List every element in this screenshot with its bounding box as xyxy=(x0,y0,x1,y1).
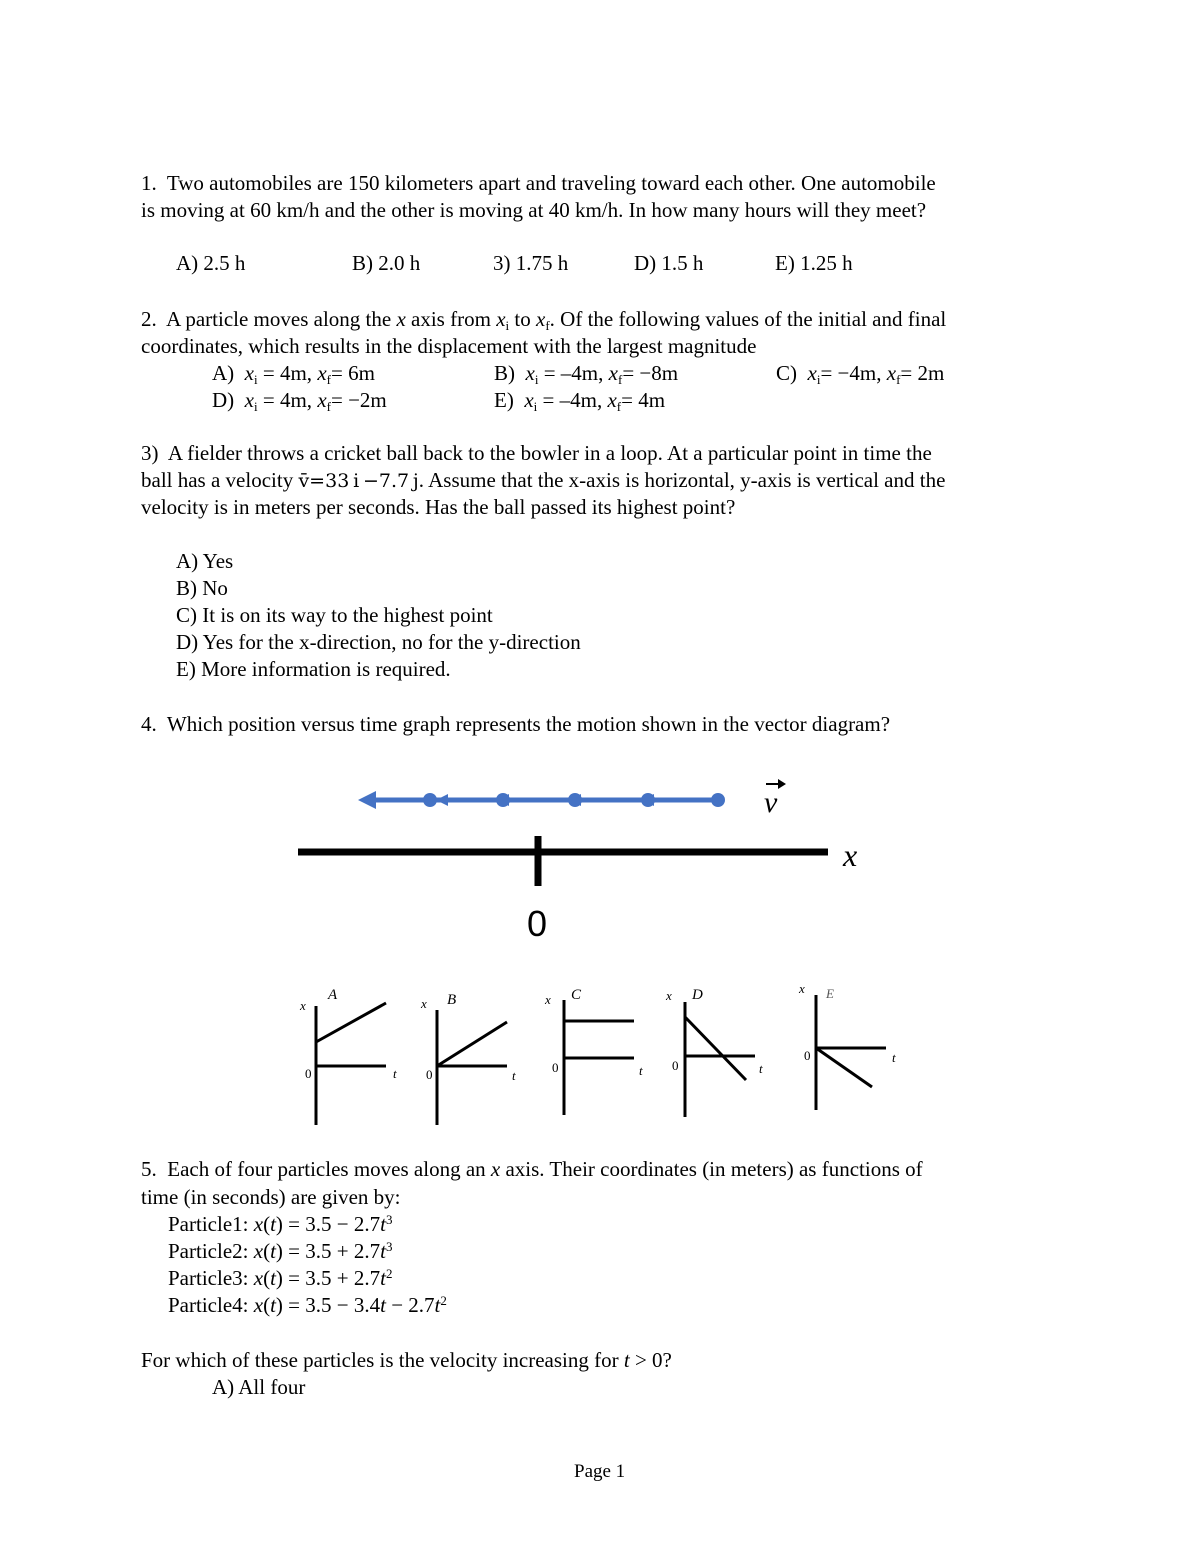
q5-number: 5. xyxy=(141,1157,157,1181)
q5-question-b: > 0? xyxy=(634,1348,672,1372)
motion-dot xyxy=(423,793,437,807)
q4-text: Which position versus time graph represents the motion shown in the vector diagram? xyxy=(166,712,891,736)
graph-b-t-label: t xyxy=(512,1068,516,1083)
q2-text-a: A particle moves along the xyxy=(166,307,392,331)
q4-number: 4. xyxy=(141,712,157,736)
graph-d-t-label: t xyxy=(759,1061,763,1076)
graph-a xyxy=(299,987,397,1125)
q2-option-xi: = 4m, xyxy=(262,361,313,385)
graph-d xyxy=(665,987,763,1117)
particle-1: Particle1: $x(t) = 3.5 - 2.7t^3$ xyxy=(168,1212,393,1236)
q2-option-b: B) $x_i = -4m$, $x_f= -8m$ xyxy=(494,361,679,387)
q2-option-c: C) $x_i= -4m$, $x_f= 2m$ xyxy=(776,361,945,387)
q2-option-label: E) xyxy=(494,388,514,412)
q3-option-e: E) More information is required. xyxy=(176,657,451,681)
q3-velocity: v̄=33 i −7.7 j xyxy=(298,470,419,492)
q1-option-a: A) 2.5 h xyxy=(176,251,246,275)
q2-option-label: D) xyxy=(212,388,235,412)
q2-option-xf: = 2m xyxy=(900,361,945,385)
origin-label: 0 xyxy=(527,903,548,944)
q3-option-a: A) Yes xyxy=(176,549,234,573)
q2-option-xf: = −2m xyxy=(330,388,387,412)
particle-pow: 3 xyxy=(385,1239,393,1254)
particle-eq-b: − 2.7 xyxy=(385,1293,435,1317)
x-axis-label: x xyxy=(843,837,858,873)
q3-number: 3) xyxy=(141,441,159,465)
particle-eq: = 3.5 + 2.7 xyxy=(288,1239,381,1263)
page-number: Page 1 xyxy=(574,1461,626,1482)
graph-a-t-label: t xyxy=(393,1066,397,1081)
q2-x-var: x xyxy=(396,307,406,331)
q2-option-label: A) xyxy=(212,361,235,385)
q3-option-d: D) Yes for the x-direction, no for the y-direction xyxy=(176,630,581,654)
graph-a-x-label: x xyxy=(300,998,306,1013)
graph-d-origin-label: 0 xyxy=(672,1058,679,1073)
particle-pow: 3 xyxy=(385,1212,393,1227)
graph-b-origin-label: 0 xyxy=(426,1067,433,1082)
particle-pow: 2 xyxy=(385,1266,393,1281)
velocity-arrowhead-icon xyxy=(358,791,376,809)
q5-t-var: t xyxy=(623,1348,630,1372)
graph-a-plot-line xyxy=(316,1003,386,1042)
graph-d-x-label: x xyxy=(666,988,672,1003)
graph-c-origin-label: 0 xyxy=(552,1060,559,1075)
q5-question xyxy=(141,1347,672,1374)
q2-text-line2: coordinates, which results in the displacement with the largest magnitude xyxy=(141,334,757,358)
particle-name: Particle4 xyxy=(168,1293,243,1317)
graph-c-label: C xyxy=(571,987,582,1003)
q3-text-line1: A fielder throws a cricket ball back to the bowler in a loop. At a particular point in time the xyxy=(167,441,932,465)
q2-option-label: B) xyxy=(494,361,515,385)
q2-option-xi: = –4m, xyxy=(543,361,604,385)
q3-option-b: B) No xyxy=(176,576,228,600)
q1-text-line1: Two automobiles are 150 kilometers apart and traveling toward each other. One automobile xyxy=(166,171,936,195)
q2-option-xi: = –4m, xyxy=(542,388,603,412)
q5-text-a: Each of four particles moves along an xyxy=(167,1157,486,1181)
q2-option-xi: = 4m, xyxy=(262,388,313,412)
q2-to: to xyxy=(514,307,531,331)
q2-option-xf: = 6m xyxy=(330,361,375,385)
particle-3: Particle3: $x(t) = 3.5 + 2.7t^2$ xyxy=(168,1266,393,1290)
graph-e-label: E xyxy=(826,986,834,1001)
particle-4: Particle4: $x(t) = 3.5 - 3.4t - 2.7t^2$ xyxy=(168,1293,447,1317)
q2-option-xi: = −4m, xyxy=(820,361,882,385)
graph-b-label: B xyxy=(447,992,457,1008)
q5-question-a: For which of these particles is the velocity increasing for xyxy=(141,1348,619,1372)
graph-c-x-label: x xyxy=(545,992,551,1007)
graph-e-origin-label: 0 xyxy=(804,1048,811,1063)
q5-x-var: x xyxy=(490,1157,501,1181)
q2-option-xf: = −8m xyxy=(622,361,679,385)
particle-2: Particle2: $x(t) = 3.5 + 2.7t^3$ xyxy=(168,1239,393,1263)
graph-a-label: A xyxy=(328,987,338,1003)
q1-option-d: D) 1.5 h xyxy=(634,251,704,275)
q5-text-b: axis. Their coordinates (in meters) as functions of xyxy=(505,1157,923,1181)
particle-eq: = 3.5 − 3.4 xyxy=(288,1293,381,1317)
q2-option-d: D) $x_i = 4m$, $x_f= -2m$ xyxy=(212,388,387,414)
graph-c-t-label: t xyxy=(639,1063,643,1078)
particle-eq: = 3.5 + 2.7 xyxy=(288,1266,381,1290)
q2-xf: x xyxy=(535,307,546,331)
graph-e-plot-line xyxy=(816,1048,872,1087)
q2-i-sub: i xyxy=(505,318,510,333)
q2-xi: x xyxy=(496,307,506,331)
graph-d-label: D xyxy=(692,987,703,1003)
q3-text-a: ball has a velocity xyxy=(141,468,294,492)
graph-c xyxy=(544,987,643,1115)
q1-number: 1. xyxy=(141,171,157,195)
q5-text-line2: time (in seconds) are given by: xyxy=(141,1185,401,1209)
velocity-label: v xyxy=(764,786,778,819)
q1-option-c: 3) 1.75 h xyxy=(493,251,569,275)
graph-e-x-label: x xyxy=(799,981,805,996)
graph-b-plot-line xyxy=(437,1022,507,1066)
q2-option-e: E) $x_i = -4m$, $x_f= 4m$ xyxy=(494,388,666,414)
q5-line1 xyxy=(141,1156,923,1183)
particle-pow: 2 xyxy=(440,1293,447,1308)
q2-text-b: axis from xyxy=(411,307,491,331)
q2-number: 2. xyxy=(141,307,157,331)
particle-name: Particle3 xyxy=(168,1266,243,1290)
q1-option-b: B) 2.0 h xyxy=(352,251,421,275)
q1-option-e: E) 1.25 h xyxy=(775,251,853,275)
graph-a-origin-label: 0 xyxy=(305,1066,312,1081)
particle-name: Particle1 xyxy=(168,1212,243,1236)
graph-b xyxy=(420,992,516,1125)
velocity-vector-arrowhead-icon xyxy=(778,779,786,789)
q2-option-xf: = 4m xyxy=(621,388,666,412)
q2-f-sub: f xyxy=(545,318,550,333)
q2-option-label: C) xyxy=(776,361,797,385)
graph-d-plot-line xyxy=(685,1017,746,1080)
motion-dot-arrow-icon xyxy=(436,794,448,806)
particle-name: Particle2 xyxy=(168,1239,243,1263)
q3-text-line3: velocity is in meters per seconds. Has the ball passed its highest point? xyxy=(141,495,736,519)
graph-e-t-label: t xyxy=(892,1050,896,1065)
graph-e xyxy=(798,981,896,1110)
particle-eq: = 3.5 − 2.7 xyxy=(288,1212,381,1236)
q3-option-c: C) It is on its way to the highest point xyxy=(176,603,493,627)
q1-text-line2: is moving at 60 km/h and the other is moving at 40 km/h. In how many hours will they meet? xyxy=(141,198,927,222)
motion-dot xyxy=(711,793,725,807)
q2-text-c: . Of the following values of the initial and final xyxy=(549,307,947,331)
q2-option-a: A) $x_i = 4m$, $x_f= 6m$ xyxy=(212,361,375,387)
q3-text-b: . Assume that the x-axis is horizontal, y-axis is vertical and the xyxy=(418,468,946,492)
graph-b-x-label: x xyxy=(421,996,427,1011)
q5-option-a: A) All four xyxy=(212,1375,306,1399)
